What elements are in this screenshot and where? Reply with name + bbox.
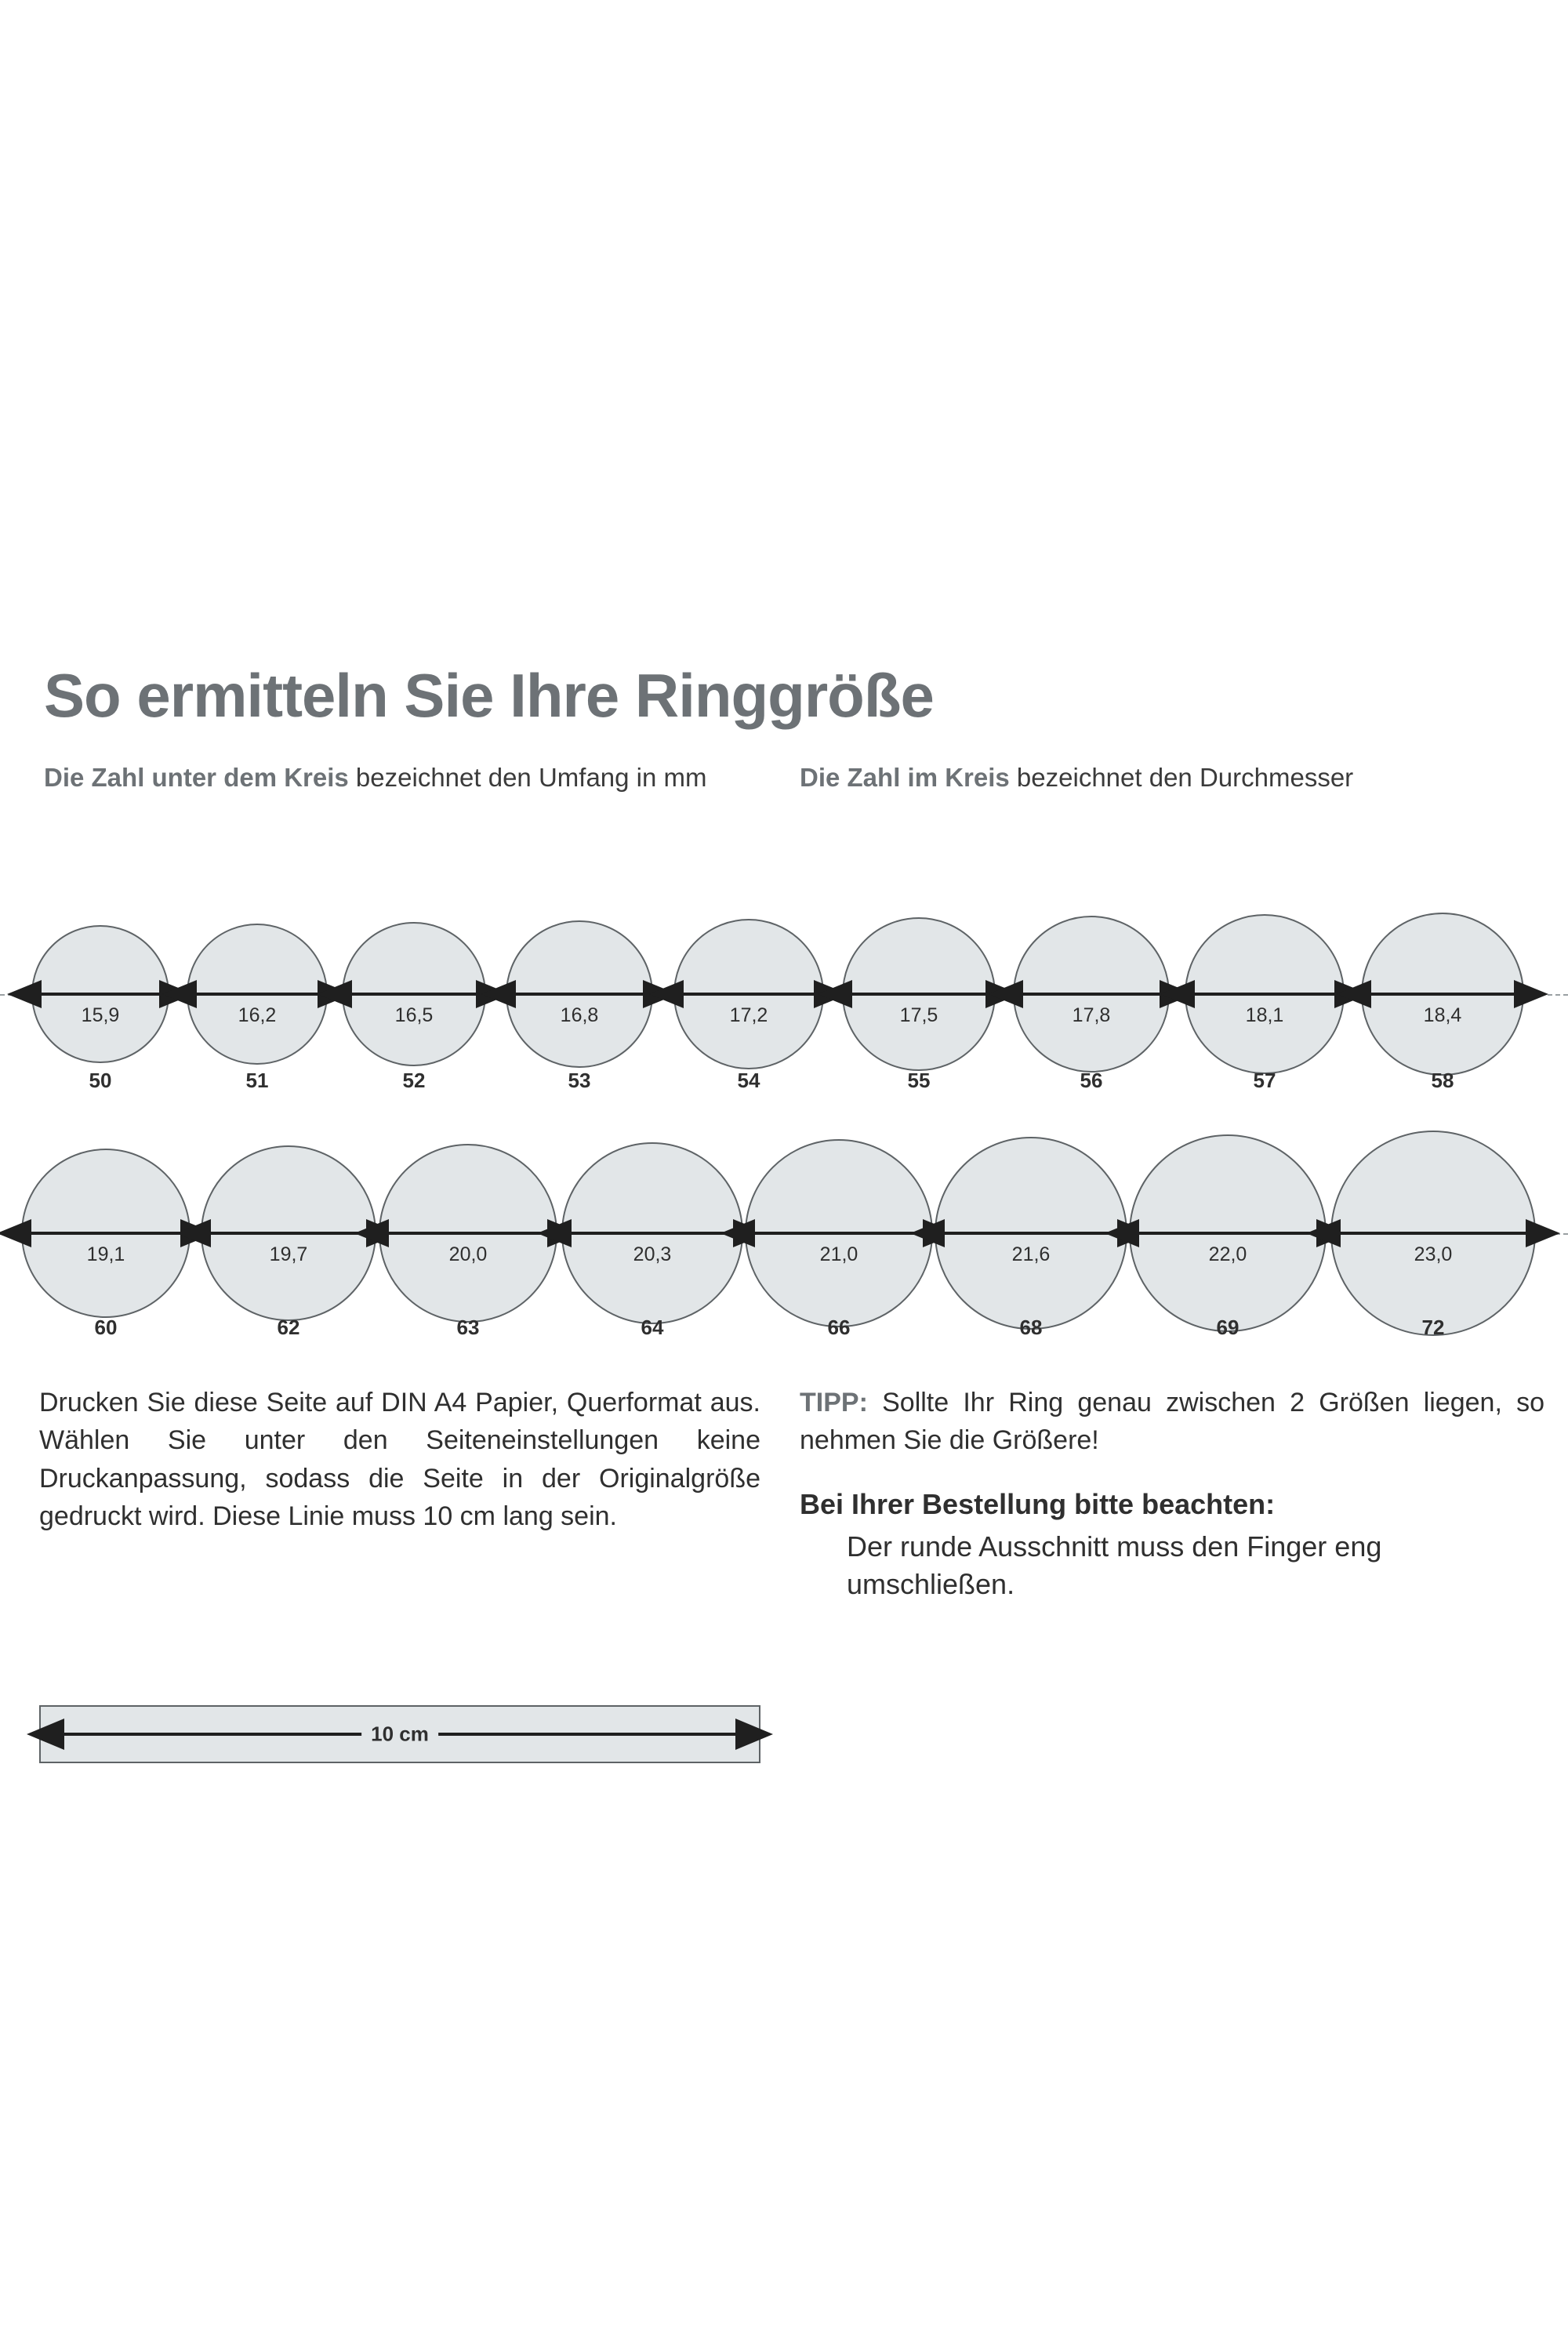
ring-diameter-label: 17,2 <box>729 1004 768 1026</box>
ring-size-label: 68 <box>1019 1316 1043 1339</box>
ring-size-label: 52 <box>402 1069 426 1092</box>
ring-diameter-label: 17,8 <box>1072 1004 1111 1026</box>
tip-text: Sollte Ihr Ring genau zwischen 2 Größen liegen, so nehmen Sie die Größere! <box>800 1388 1544 1456</box>
ring-diameter-label: 22,0 <box>1208 1243 1247 1265</box>
print-instructions <box>39 1384 760 1535</box>
ring-size-label: 66 <box>827 1316 851 1339</box>
intro-circumference-rest: bezeichnet den Umfang in mm <box>348 763 707 792</box>
diameter-arrow-icon <box>1361 982 1524 1006</box>
ring-size-label: 55 <box>907 1069 931 1092</box>
diameter-arrow-icon <box>379 1221 557 1245</box>
order-text: Der runde Ausschnitt muss den Finger eng umschließen. <box>847 1530 1382 1601</box>
ring-diameter-label: 21,6 <box>1011 1243 1051 1265</box>
ring-size-label: 56 <box>1080 1069 1103 1092</box>
ring-size-label: 60 <box>94 1316 118 1339</box>
diameter-arrow-icon <box>506 982 653 1006</box>
diameter-arrow-icon <box>1129 1221 1327 1245</box>
ring-diameter-label: 18,1 <box>1245 1004 1284 1026</box>
diameter-arrow-icon <box>842 982 996 1006</box>
diameter-arrow-icon <box>21 1221 191 1245</box>
ring-size-label: 63 <box>456 1316 480 1339</box>
ring-diameter-label: 20,0 <box>448 1243 488 1265</box>
ring-size-label: 57 <box>1253 1069 1276 1092</box>
diameter-arrow-icon <box>561 1221 743 1245</box>
ring-row-small <box>0 906 1568 1092</box>
diameter-arrow-icon <box>1330 1221 1536 1245</box>
ring-size-label: 54 <box>737 1069 760 1092</box>
ring-diameter-label: 19,7 <box>269 1243 308 1265</box>
diameter-arrow-icon <box>745 1221 933 1245</box>
ring-size-label: 62 <box>277 1316 300 1339</box>
intro-diameter-rest: bezeichnet den Durchmesser <box>1009 763 1354 792</box>
ring-diameter-label: 17,5 <box>899 1004 938 1026</box>
page-title: So ermitteln Sie Ihre Ringgröße <box>44 661 934 731</box>
diameter-arrow-icon <box>673 982 824 1006</box>
ring-diameter-label: 20,3 <box>633 1243 672 1265</box>
tip-label: TIPP: <box>800 1388 868 1417</box>
ring-diameter-label: 19,1 <box>86 1243 125 1265</box>
print-instructions-text: Drucken Sie diese Seite auf DIN A4 Papier, Querformat aus. Wählen Sie unter den Seiteneinstellungen keine Druckanpassung, sodass die Seite in der Originalgröße gedruckt wird. Diese Linie muss 10 cm lang sein. <box>39 1388 760 1531</box>
ring-diameter-label: 16,5 <box>394 1004 434 1026</box>
intro-circumference-strong: Die Zahl unter dem Kreis <box>44 763 349 792</box>
ruler-label: 10 cm <box>361 1722 438 1747</box>
tip-block <box>800 1384 1544 1460</box>
ring-diameter-label: 23,0 <box>1414 1243 1453 1265</box>
diameter-arrow-icon <box>342 982 486 1006</box>
intro-circumference <box>44 760 757 796</box>
ring-size-label: 72 <box>1421 1316 1445 1339</box>
ten-cm-ruler <box>39 1705 760 1763</box>
diameter-arrow-icon <box>31 982 169 1006</box>
ring-size-label: 64 <box>641 1316 664 1339</box>
ring-size-label: 58 <box>1431 1069 1454 1092</box>
ring-row-large <box>0 1129 1568 1339</box>
tip-and-order-note <box>800 1384 1544 1604</box>
intro-diameter-strong: Die Zahl im Kreis <box>800 763 1010 792</box>
ring-size-label: 69 <box>1216 1316 1240 1339</box>
ring-diameter-label: 16,8 <box>560 1004 599 1026</box>
ring-diameter-label: 21,0 <box>819 1243 858 1265</box>
diameter-arrow-icon <box>187 982 328 1006</box>
diameter-arrow-icon <box>1013 982 1170 1006</box>
ring-size-label: 51 <box>245 1069 269 1092</box>
intro-diameter <box>800 760 1529 796</box>
ring-size-label: 53 <box>568 1069 591 1092</box>
ring-size-label: 50 <box>89 1069 112 1092</box>
diameter-arrow-icon <box>1185 982 1345 1006</box>
ring-diameter-label: 15,9 <box>81 1004 120 1026</box>
diameter-arrow-icon <box>201 1221 376 1245</box>
diameter-arrow-icon <box>935 1221 1127 1245</box>
ring-diameter-label: 18,4 <box>1423 1004 1462 1026</box>
order-heading: Bei Ihrer Bestellung bitte beachten: <box>800 1487 1276 1520</box>
ring-diameter-label: 16,2 <box>238 1004 277 1026</box>
